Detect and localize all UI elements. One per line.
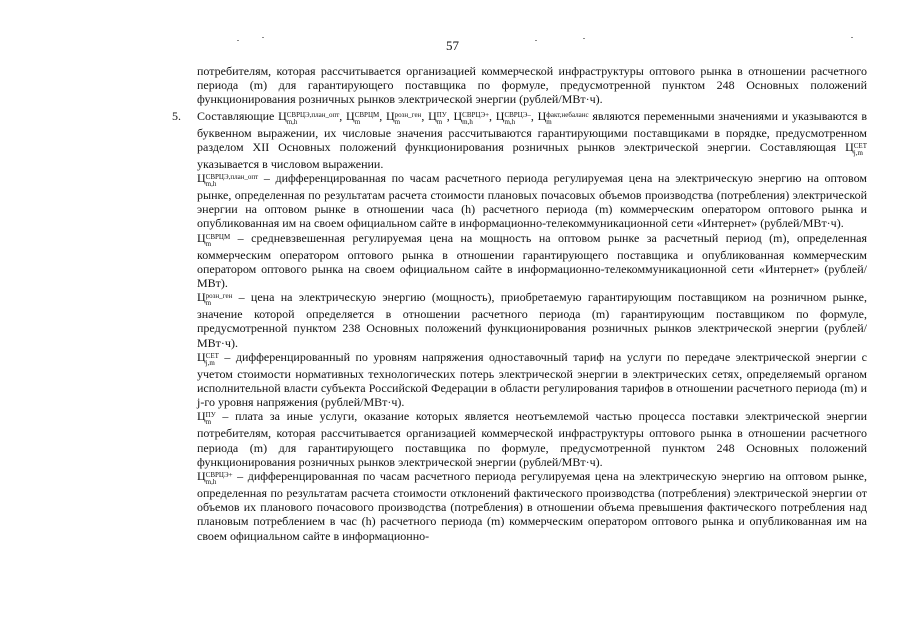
definition-symbol: Ц ПУ m [197, 409, 216, 427]
definition-symbol: Ц розн_ген m [197, 290, 233, 308]
definition-paragraph [197, 409, 867, 469]
definition-symbol: Ц СВРЦЭ,план_опт m,h [197, 171, 259, 189]
intro-paragraph: потребителям, которая рассчитывается организацией коммерческой инфраструктуры оптового рынка в отношении расчетного периода (m) для гарантирующего поставщика по формуле, предусмотренной пунктом 248 Основных положений функционирования розничных рынков электрической энергии (рублей/МВт·ч). [197, 64, 867, 107]
set-symbol: Ц СЕТ j,m [845, 139, 867, 157]
component-symbol: Ц факт,небаланс m [537, 108, 589, 126]
definition-paragraph [197, 350, 867, 410]
scan-speck [237, 40, 239, 41]
definition-paragraph [197, 171, 867, 231]
item-5-paragraph: Составляющие Ц СВРЦЭ,план_опт m,h , Ц СВРЦМ m , Ц розн_ген m , Ц ПУ m , Ц СВРЦЭ+ m,h , Ц СВРЦЭ– m,h , Ц факт,небаланс m являются переменными значениями и указываются в буквенном выражении, их числовые значения рассчитываются гарантирующими поставщиками в порядке, предусмотренном разделом XII Основных положений функционирования розничных рынков электрической энергии. Составляющая Ц СЕТ j,m указывается в числовом выражении. [197, 108, 868, 171]
definition-text: – дифференцированная по часам расчетного периода регулируемая цена на электрическую энергию на оптовом рынке, определенная по результатам расчета стоимости отклонений фактического производства (потребления) электрической энергии от объемов их планового почасового производства (потребления) в отношении объема превышения фактического потребления над плановым потреблением в час (h) расчетного периода (m) коммерческим оператором оптового рынка и опубликованная им на своем официальном сайте в информационно- [197, 469, 867, 543]
definition-text: – дифференцированный по уровням напряжения одноставочный тариф на услуги по передаче электрической энергии с учетом стоимости нормативных технологических потерь электрической энергии в электрических сетях, определяемый органом исполнительной власти субъекта Российской Федерации в области регулирования тарифов в отношении расчетного периода (m) и j-го уровня напряжения (рублей/МВт·ч). [197, 349, 867, 410]
component-symbol: Ц СВРЦМ m [346, 108, 380, 126]
definition-paragraph [197, 469, 867, 543]
component-symbol: Ц СВРЦЭ– m,h [495, 108, 531, 126]
document-body [172, 64, 868, 543]
definition-symbol: Ц СВРЦЭ+ m,h [197, 469, 233, 487]
definition-text: – средневзвешенная регулируемая цена на мощность на оптовом рынке за расчетный период (m), определенная коммерческим оператором оптового рынка в отношении гарантирующего поставщика и опубликованная коммерческим оператором оптового рынка на своем официальном сайте в информационно-телекоммуникационной сети «Интернет» (рублей/МВт). [197, 230, 867, 291]
scan-speck [851, 37, 853, 38]
definition-text: – плата за иные услуги, оказание которых является неотъемлемой частью процесса поставки электрической энергии потребителям, которая рассчитывается организацией коммерческой инфраструктуры оптового рынка в отношении расчетного периода (m) для гарантирующего поставщика по формуле, предусмотренной пунктом 248 Основных положений функционирования розничных рынков электрической энергии (рублей/МВт·ч). [197, 409, 867, 469]
scan-speck [535, 40, 537, 41]
component-symbol: Ц ПУ m [428, 108, 447, 126]
definition-text: – цена на электрическую энергию (мощность), приобретаемую гарантирующим поставщиком на розничном рынке, значение которой определяется в отношении расчетного периода (m) гарантирующим поставщиком по формуле, предусмотренной пунктом 238 Основных положений функционирования розничных рынков электрической энергии (рублей/МВт·ч). [197, 290, 867, 350]
definition-symbol: Ц СВРЦМ m [197, 230, 231, 248]
definition-paragraph [197, 231, 867, 291]
component-symbol: Ц розн_ген m [385, 108, 422, 126]
component-symbol: Ц СВРЦЭ+ m,h [453, 108, 490, 126]
definition-text: – дифференцированная по часам расчетного периода регулируемая цена на электрическую энергию на оптовом рынке, определенная по результатам расчета стоимости плановых почасовых объемов производства (потребления) электрической энергии на оптовом рынке в отношении часа (h) расчетного периода (m) коммерческим оператором оптового рынка и опубликованная им на своем официальном сайте в информационно-телекоммуникационной сети «Интернет» (рублей/МВт·ч). [197, 171, 867, 231]
definition-symbol: Ц СЕТ j,m [197, 349, 219, 367]
page-number: 57 [446, 38, 459, 53]
scan-speck [262, 37, 264, 38]
definitions-list [197, 171, 867, 543]
scan-speck [583, 38, 585, 39]
component-symbol: Ц СВРЦЭ,план_опт m,h [278, 108, 340, 126]
definition-paragraph [197, 290, 867, 350]
item-number: 5. [172, 108, 181, 123]
